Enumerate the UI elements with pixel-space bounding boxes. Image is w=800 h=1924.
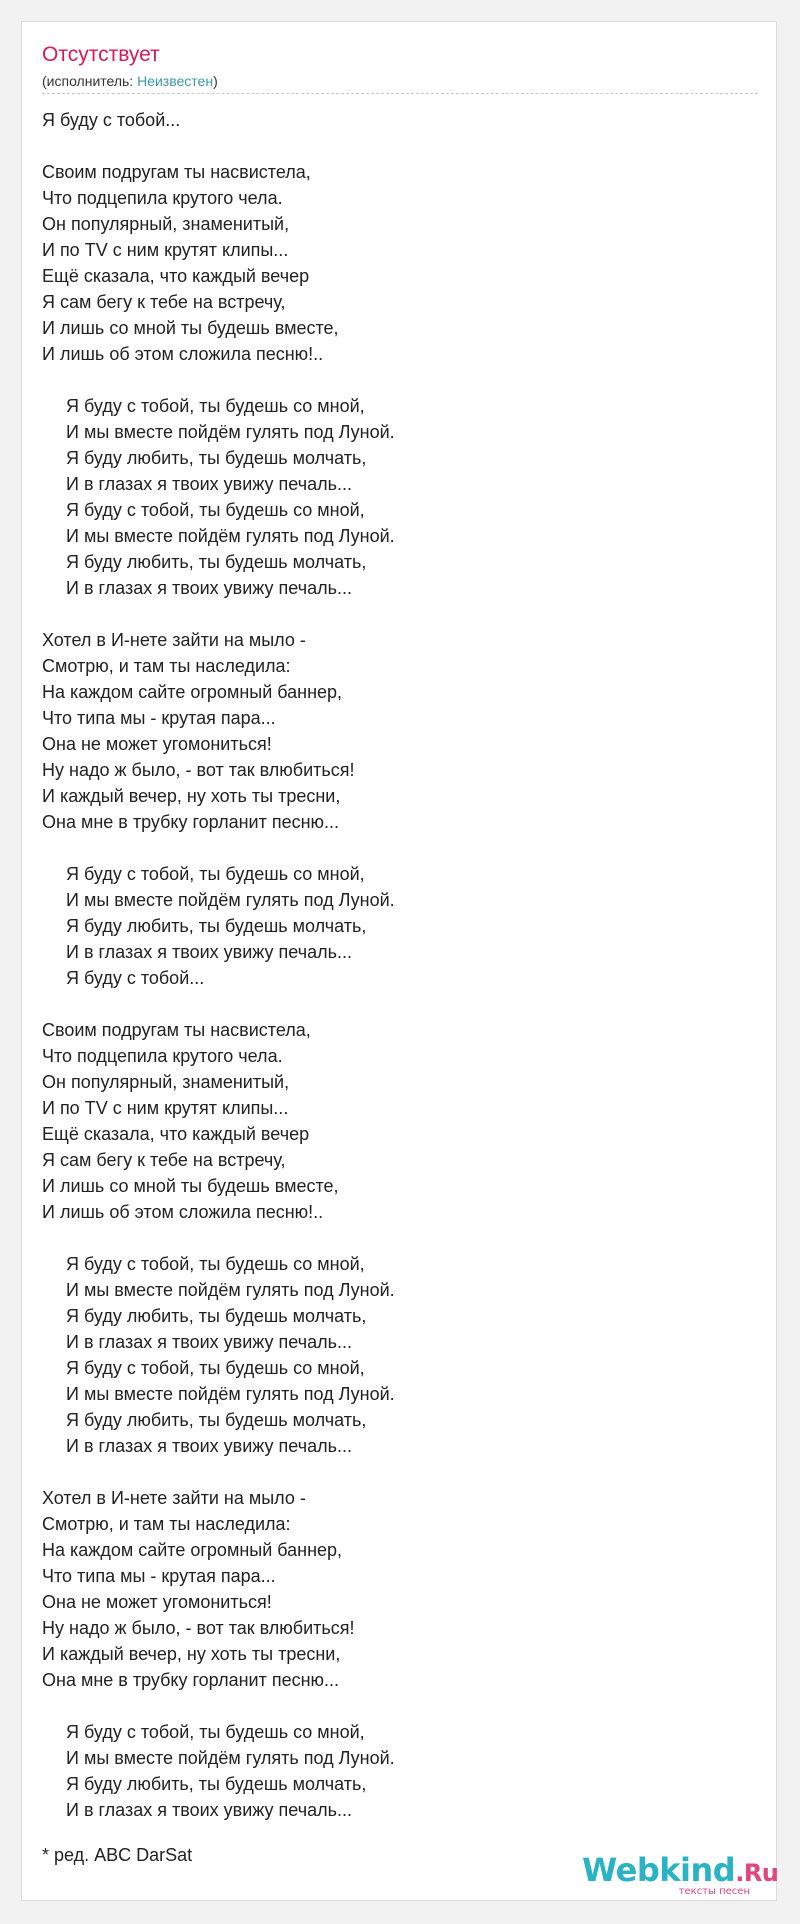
lyric-blank-line — [42, 1459, 758, 1485]
lyric-line: Смотрю, и там ты наследила: — [42, 1514, 291, 1534]
lyric-line: Я буду любить, ты будешь молчать, — [66, 448, 367, 468]
lyric-line: Я буду любить, ты будешь молчать, — [66, 1410, 367, 1430]
song-title: Отсутствует — [42, 43, 160, 66]
lyric-line: На каждом сайте огромный баннер, — [42, 682, 343, 702]
artist-suffix: ) — [213, 73, 218, 89]
lyric-line: И мы вместе пойдём гулять под Луной. — [66, 526, 395, 546]
logo-subtitle: тексты песен — [678, 1886, 750, 1897]
lyric-line: Ещё сказала, что каждый вечер — [42, 266, 310, 286]
lyric-line: И в глазах я твоих увижу печаль... — [66, 474, 352, 494]
lyric-blank-line — [42, 1693, 758, 1719]
lyric-line: Я буду любить, ты будешь молчать, — [66, 916, 367, 936]
lyric-line: И в глазах я твоих увижу печаль... — [66, 1332, 352, 1352]
lyrics-card — [21, 21, 777, 1901]
lyric-line: И в глазах я твоих увижу печаль... — [66, 1800, 352, 1820]
lyric-line: И мы вместе пойдём гулять под Луной. — [66, 1280, 395, 1300]
lyric-line: Он популярный, знаменитый, — [42, 1072, 290, 1092]
lyric-line: Я буду с тобой, ты будешь со мной, — [66, 1254, 365, 1274]
lyric-line: Хотел в И-нете зайти на мыло - — [42, 1488, 306, 1508]
lyric-line: Я буду с тобой, ты будешь со мной, — [66, 500, 365, 520]
lyric-line: Я буду с тобой, ты будешь со мной, — [66, 1358, 365, 1378]
lyric-line: Ну надо ж было, - вот так влюбиться! — [42, 1618, 355, 1638]
lyric-line: Я буду любить, ты будешь молчать, — [66, 552, 367, 572]
lyric-line: Я буду любить, ты будешь молчать, — [66, 1306, 367, 1326]
header-divider — [42, 93, 758, 94]
editor-note: * ред. ABC DarSat — [42, 1845, 193, 1865]
lyric-line: Что подцепила крутого чела. — [42, 1046, 283, 1066]
lyric-line: И мы вместе пойдём гулять под Луной. — [66, 1748, 395, 1768]
lyric-line: И лишь об этом сложила песню!.. — [42, 1202, 324, 1222]
lyric-blank-line — [42, 367, 758, 393]
site-logo[interactable] — [582, 1851, 779, 1898]
lyric-line: Хотел в И-нете зайти на мыло - — [42, 630, 306, 650]
lyric-line: Я буду любить, ты будешь молчать, — [66, 1774, 367, 1794]
artist-prefix: (исполнитель: — [42, 73, 138, 89]
lyric-line: И в глазах я твоих увижу печаль... — [66, 578, 352, 598]
lyric-line: И лишь об этом сложила песню!.. — [42, 344, 324, 364]
lyric-line: Она мне в трубку горланит песню... — [42, 812, 340, 832]
lyric-line: Что подцепила крутого чела. — [42, 188, 283, 208]
lyric-line: Я буду с тобой, ты будешь со мной, — [66, 396, 365, 416]
artist-line — [42, 72, 218, 90]
lyric-blank-line — [42, 133, 758, 159]
lyric-line: И лишь со мной ты будешь вместе, — [42, 1176, 339, 1196]
lyric-line: Я буду с тобой... — [42, 110, 181, 130]
lyric-line: И в глазах я твоих увижу печаль... — [66, 1436, 352, 1456]
lyric-line: Я буду с тобой, ты будешь со мной, — [66, 1722, 365, 1742]
lyrics-body — [42, 107, 758, 1823]
lyric-line: И в глазах я твоих увижу печаль... — [66, 942, 352, 962]
artist-link[interactable]: Неизвестен — [137, 73, 214, 89]
lyric-line: И по TV с ним крутят клипы... — [42, 240, 289, 260]
lyric-line: Что типа мы - крутая пара... — [42, 1566, 276, 1586]
lyric-line: Я буду с тобой, ты будешь со мной, — [66, 864, 365, 884]
lyric-line: И мы вместе пойдём гулять под Луной. — [66, 890, 395, 910]
lyric-line: Своим подругам ты насвистела, — [42, 1020, 311, 1040]
lyric-line: Она мне в трубку горланит песню... — [42, 1670, 340, 1690]
logo-tld-text: .Ru — [735, 1859, 779, 1887]
lyric-line: Я сам бегу к тебе на встречу, — [42, 1150, 286, 1170]
lyric-line: И каждый вечер, ну хоть ты тресни, — [42, 1644, 341, 1664]
lyric-blank-line — [42, 1225, 758, 1251]
lyric-line: Своим подругам ты насвистела, — [42, 162, 311, 182]
lyric-blank-line — [42, 991, 758, 1017]
lyric-line: Он популярный, знаменитый, — [42, 214, 290, 234]
lyric-line: И мы вместе пойдём гулять под Луной. — [66, 422, 395, 442]
lyric-line: Я буду с тобой... — [66, 968, 205, 988]
lyric-line: Она не может угомониться! — [42, 734, 272, 754]
lyric-line: И по TV с ним крутят клипы... — [42, 1098, 289, 1118]
lyric-line: Она не может угомониться! — [42, 1592, 272, 1612]
lyric-line: Ещё сказала, что каждый вечер — [42, 1124, 310, 1144]
logo-main-text: Webkind — [582, 1851, 736, 1889]
lyric-blank-line — [42, 835, 758, 861]
lyric-blank-line — [42, 601, 758, 627]
lyric-line: Я сам бегу к тебе на встречу, — [42, 292, 286, 312]
lyric-line: Ну надо ж было, - вот так влюбиться! — [42, 760, 355, 780]
lyric-line: И мы вместе пойдём гулять под Луной. — [66, 1384, 395, 1404]
lyric-line: Смотрю, и там ты наследила: — [42, 656, 291, 676]
lyric-line: Что типа мы - крутая пара... — [42, 708, 276, 728]
lyric-line: И лишь со мной ты будешь вместе, — [42, 318, 339, 338]
lyric-line: На каждом сайте огромный баннер, — [42, 1540, 343, 1560]
lyric-line: И каждый вечер, ну хоть ты тресни, — [42, 786, 341, 806]
